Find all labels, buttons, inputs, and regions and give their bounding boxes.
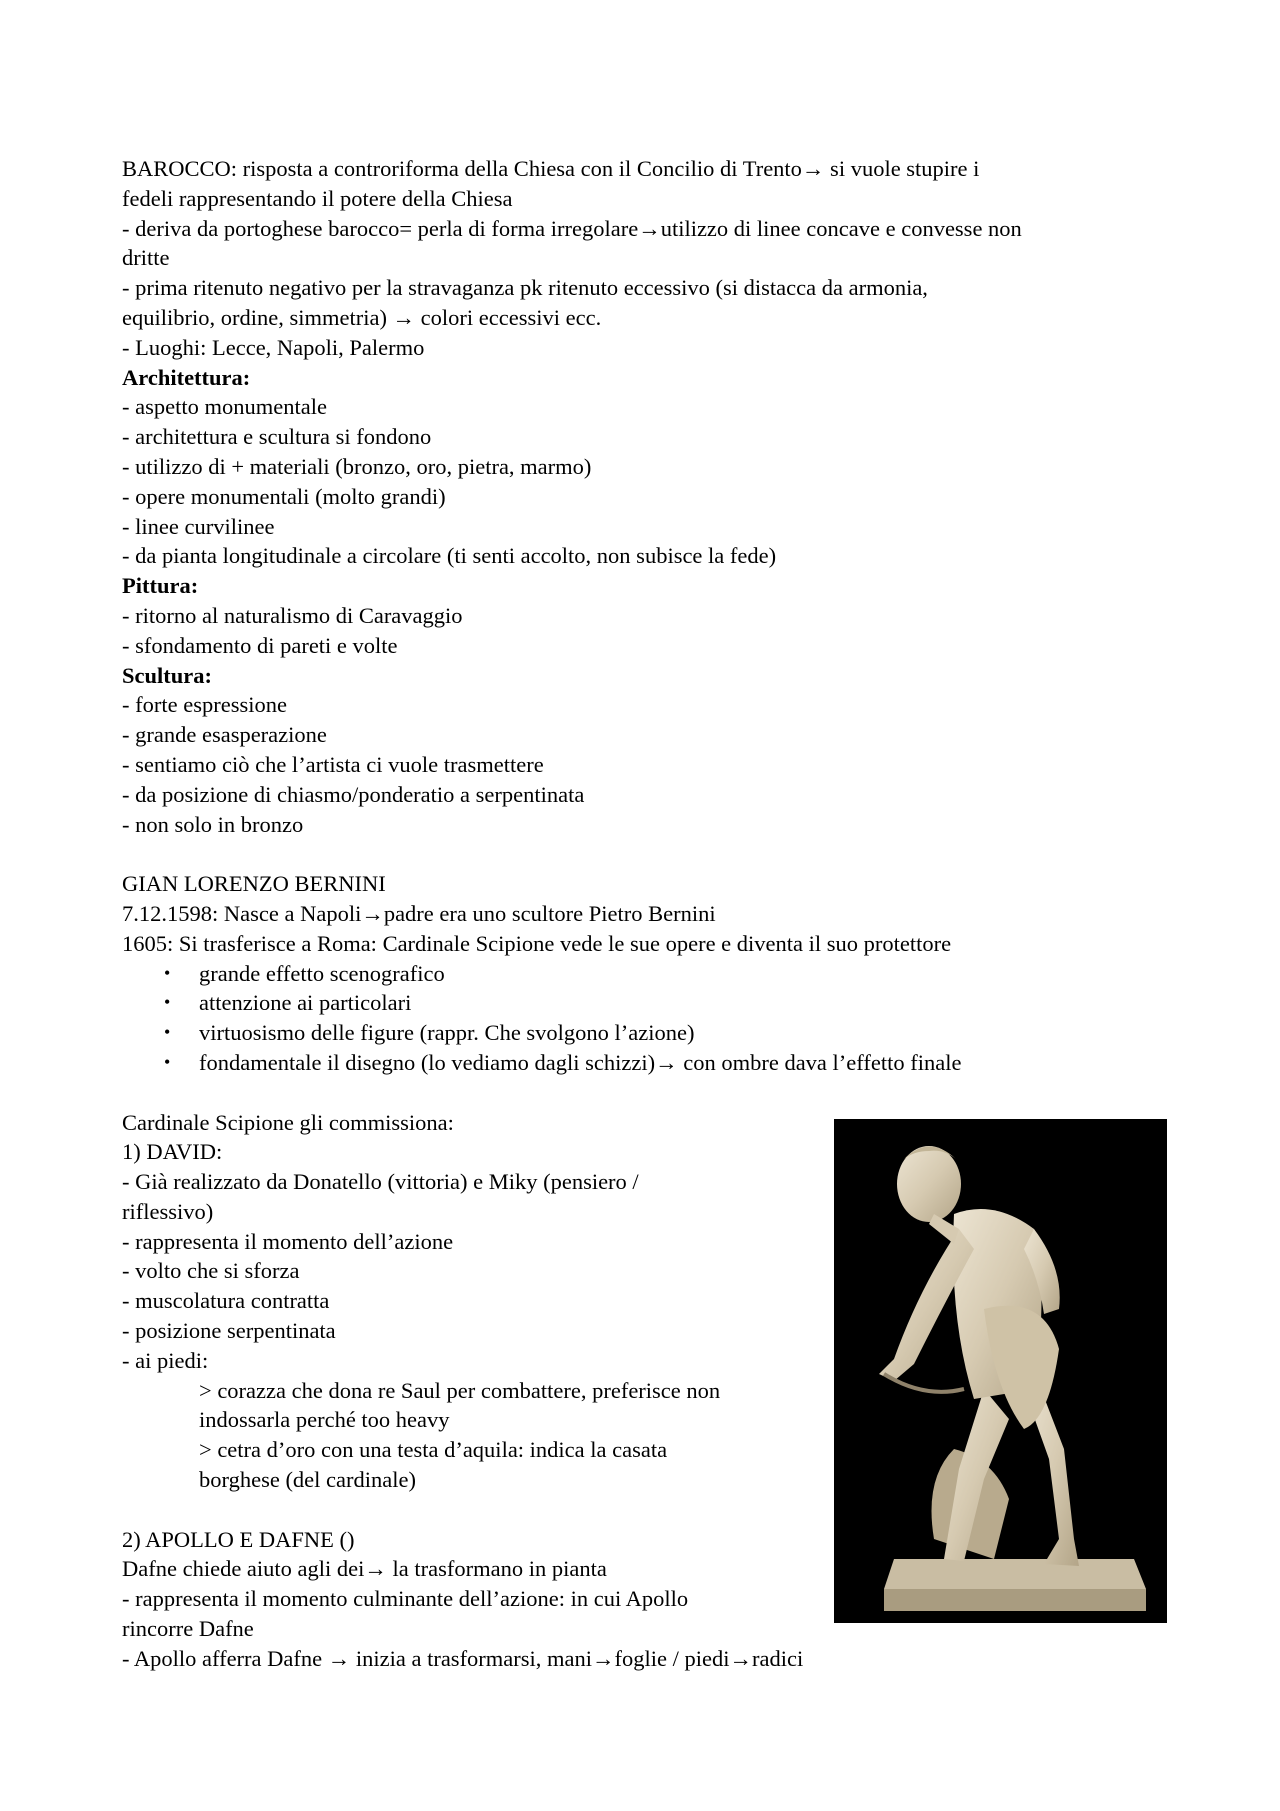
pittura-heading: Pittura: (122, 573, 199, 599)
architettura-section (122, 363, 1182, 572)
david-title: 1) DAVID: (122, 1139, 223, 1165)
bullet-item (122, 1048, 1182, 1078)
david-line: - posizione serpentinata (122, 1318, 336, 1344)
intro-line: - deriva da portoghese barocco= perla di forma irregolare→utilizzo di linee concave e convesse non (122, 215, 1022, 241)
list-item: - grande esasperazione (122, 722, 327, 748)
david-sub-line: > cetra d’oro con una testa d’aquila: indica la casata (199, 1437, 668, 1463)
david-line: riflessivo) (122, 1198, 214, 1224)
david-sub-line: borghese (del cardinale) (199, 1467, 416, 1493)
bullet-text: attenzione ai particolari (199, 990, 412, 1016)
intro-section (122, 154, 1182, 363)
david-section (122, 1108, 822, 1495)
list-item: - linee curvilinee (122, 513, 275, 539)
architettura-heading: Architettura: (122, 364, 251, 390)
list-item: - utilizzo di + materiali (bronzo, oro, pietra, marmo) (122, 453, 592, 479)
list-item: - sentiamo ciò che l’artista ci vuole trasmettere (122, 751, 544, 777)
list-item: - architettura e scultura si fondono (122, 424, 432, 450)
bullet-item (122, 1018, 1182, 1048)
intro-line: - Luoghi: Lecce, Napoli, Palermo (122, 334, 425, 360)
bullet-icon: • (164, 992, 171, 1013)
bernini-section (122, 869, 1182, 1078)
david-statue-photo (834, 1119, 1167, 1623)
intro-line: dritte (122, 245, 170, 271)
list-item: - aspetto monumentale (122, 394, 327, 420)
list-item: - sfondamento di pareti e volte (122, 632, 398, 658)
david-line: - Già realizzato da Donatello (vittoria) e Miky (pensiero / (122, 1169, 639, 1195)
bullet-text: virtuosismo delle figure (rappr. Che svolgono l’azione) (199, 1020, 695, 1046)
david-sub-line: > corazza che dona re Saul per combattere, preferisce non (199, 1377, 721, 1403)
intro-line: fedeli rappresentando il potere della Chiesa (122, 185, 513, 211)
scultura-section (122, 661, 1182, 840)
david-line: - rappresenta il momento dell’azione (122, 1228, 454, 1254)
list-item: - opere monumentali (molto grandi) (122, 483, 446, 509)
bullet-item (122, 959, 1182, 989)
david-sub-line: indossarla perché too heavy (199, 1407, 450, 1433)
apollo-line: - rappresenta il momento culminante dell’azione: in cui Apollo (122, 1586, 689, 1612)
bullet-item (122, 988, 1182, 1018)
spacer (122, 839, 1182, 869)
david-line: - ai piedi: (122, 1347, 209, 1373)
commission-intro: Cardinale Scipione gli commissiona: (122, 1109, 454, 1135)
david-line: - muscolatura contratta (122, 1288, 330, 1314)
list-item: - non solo in bronzo (122, 811, 304, 837)
apollo-title: 2) APOLLO E DAFNE () (122, 1526, 355, 1552)
bullet-text: fondamentale il disegno (lo vediamo dagli schizzi)→ con ombre dava l’effetto finale (199, 1049, 962, 1075)
list-item: - ritorno al naturalismo di Caravaggio (122, 602, 463, 628)
apollo-line: rincorre Dafne (122, 1616, 254, 1642)
bullet-icon: • (164, 1022, 171, 1043)
intro-line: equilibrio, ordine, simmetria) → colori eccessivi ecc. (122, 304, 602, 330)
bullet-icon: • (164, 962, 171, 983)
bullet-text: grande effetto scenografico (199, 960, 445, 986)
bernini-line: 1605: Si trasferisce a Roma: Cardinale Scipione vede le sue opere e diventa il suo protettore (122, 930, 952, 956)
david-line: - volto che si sforza (122, 1258, 300, 1284)
bernini-bullet-list (122, 959, 1182, 1078)
list-item: - da pianta longitudinale a circolare (ti senti accolto, non subisce la fede) (122, 543, 777, 569)
list-item: - forte espressione (122, 692, 287, 718)
intro-line: BAROCCO: risposta a controriforma della Chiesa con il Concilio di Trento→ si vuole stupire i (122, 156, 980, 181)
spacer (122, 1078, 1182, 1108)
list-item: - da posizione di chiasmo/ponderatio a serpentinata (122, 781, 585, 807)
bullet-icon: • (164, 1051, 171, 1072)
apollo-line: Dafne chiede aiuto agli dei→ la trasformano in pianta (122, 1556, 607, 1582)
pittura-section (122, 571, 1182, 660)
apollo-line: - Apollo afferra Dafne → inizia a trasformarsi, mani→foglie / piedi→radici (122, 1645, 804, 1671)
intro-line: - prima ritenuto negativo per la stravaganza pk ritenuto eccessivo (si distacca da armonia, (122, 275, 928, 301)
bernini-title: GIAN LORENZO BERNINI (122, 871, 386, 897)
scultura-heading: Scultura: (122, 662, 212, 688)
statue-illustration (834, 1119, 1167, 1623)
bernini-line: 7.12.1598: Nasce a Napoli→padre era uno scultore Pietro Bernini (122, 900, 716, 926)
